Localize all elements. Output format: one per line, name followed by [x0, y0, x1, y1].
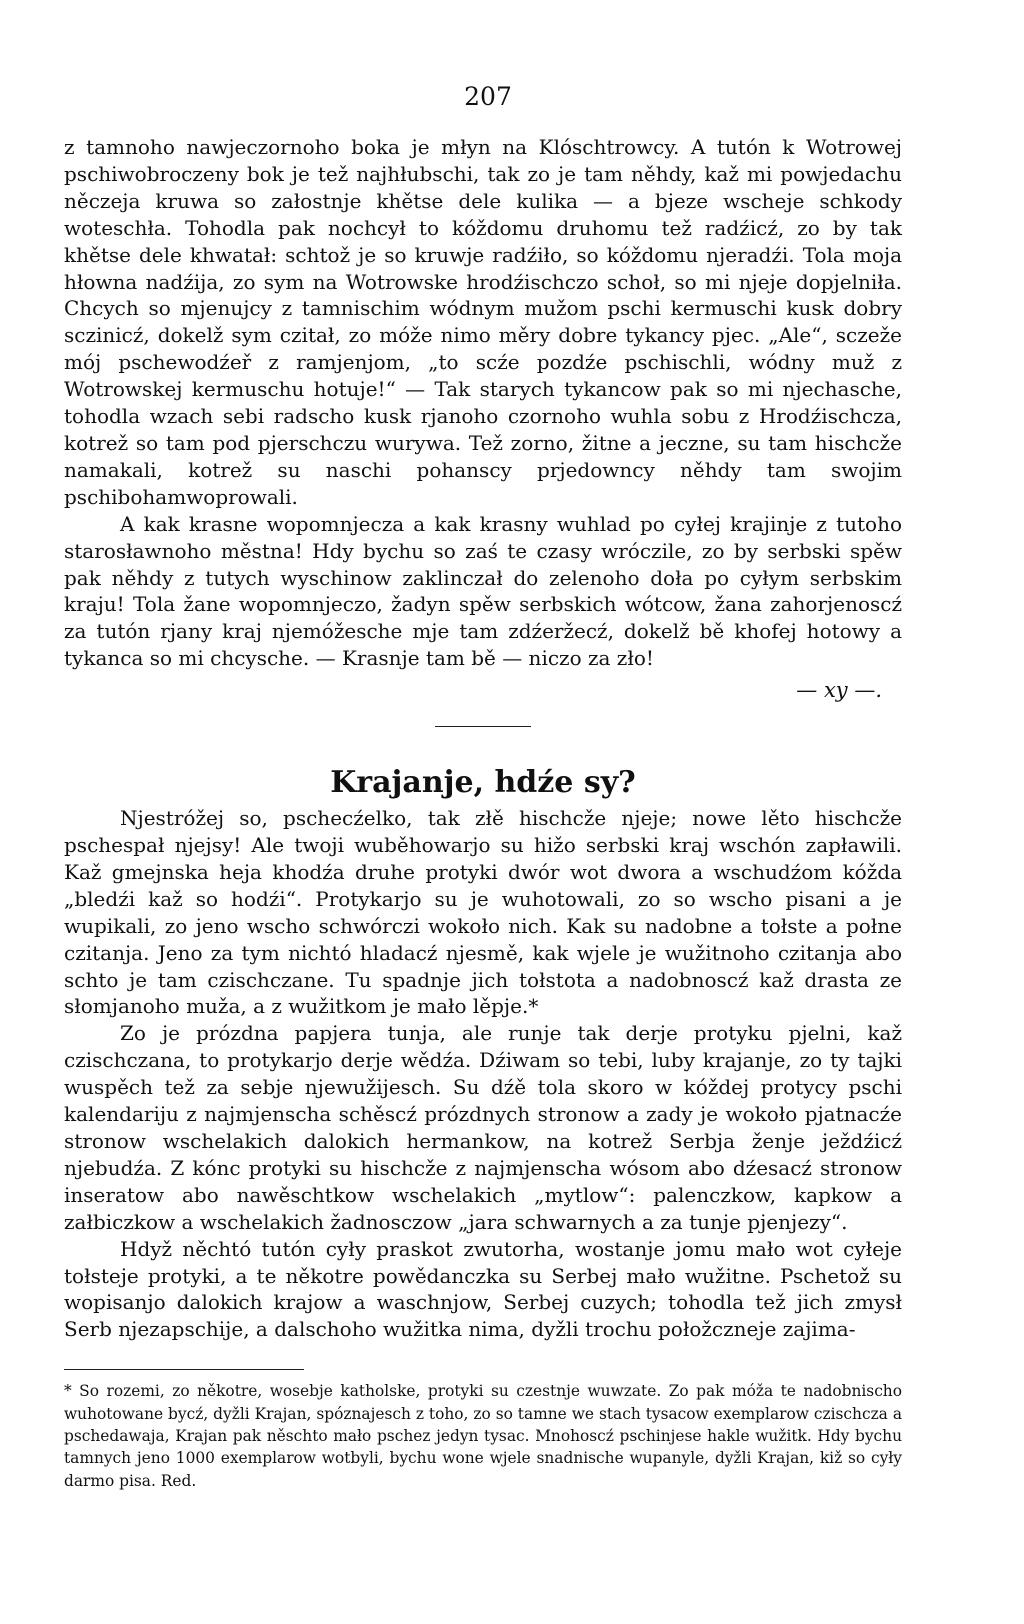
paragraph: Njestróžej so, pschecźelko, tak złě hischcže njeje; nowe lěto hischcže pschespał njejsy! Ale twoji wuběhowarjo su hižo serbski kraj wschón zapławili. Kaž gmejnska heja khodźa druhe protyki dwór wot dwora a wschudźom kóžda „bledźi kaž so hodźi“. Protykarjo su je wuhotowali, zo so wscho pisani a je wupikali, zo jeno wscho schwórczi wokoło nich. Kak su nadobne a tołste a połne czitanja. Jeno za tym nichtó hladacź njesmě, kak wjele je wužitnoho czitanja abo schto je tam czischczane. Tu spadnje jich tołstota a nadobnoscź kaž drasta ze słomjanoho muža, a z wužitkom je mało lěpje.*	[64, 806, 902, 1019]
section-divider	[435, 726, 531, 727]
page-number: 207	[464, 82, 512, 111]
paragraph: Zo je prózdna papjera tunja, ale runje tak derje protyku pjelni, kaž czischczana, to protykarjo derje wědźa. Dźiwam so tebi, luby krajanje, zo ty tajki wuspěch tež za sebje njewužijesch. Su dźě tola skoro w kóždej protycy pschi kalendariju z najmjenscha schěscź prózdnych stronow a zady je wokoło pjatnacźe stronow wschelakich dalokich hermankow, na kotrež Serbja ženje ježdźicź njebudźa. Z kónc protyki su hischcže z najmjenscha wósom abo dźesacź stronow inseratow abo nawěschtkow wschelakich „mytlow“: palenczkow, kapkow a załbiczkow a wschelakich žadnosczow „jara schwarnych a za tunje pjenjezy“.	[64, 1021, 902, 1234]
article-continuation	[64, 134, 902, 704]
paragraph: Hdyž něchtó tutón cyły praskot zwutorha, wostanje jomu mało wot cyłeje tołsteje protyki, a te někotre powědanczka su Serbej mało wužitne. Pschetož su wopisanjo dalokich krajow a waschnjow, Serbej cuzych; tohodla tež jich zmysł Serb njezapschije, a dalschoho wužitka nima, dyžli trochu połožczneje zajima-	[64, 1236, 902, 1342]
paragraph: A kak krasne wopomnjeczа a kak krasny wuhlad po cyłej krajinje z tutoho starosławnoho městna! Hdy bychu so zaś te czasy wróczile, zo by serbski spěw pak něhdy z tutych wyschinow zaklinczał do zelenoho doła po cyłym serbskim kraju! Tola žane wopomnjeczo, žadyn spěw serbskich wótcow, žana zahorjenoscź za tutón rjany kraj njemóžesche mje tam zdźeržecź, dokelž bě khofej hotowy a tykanca so mi chcysche. — Krasnje tam bě — niczo za zło!	[64, 511, 902, 671]
paragraph: z tamnoho nawjeczornoho boka je młyn na Klóschtrowcy. A tutón k Wotrowej pschiwobroczeny bok je tež najhłubschi, tak zo je tam něhdy, kaž mi powjedachu něczeja kruwa so załostnje khětse dele kulika — a bjeze wscheje schkody woteschła. Tohodla pak nochcył to kóždomu druhomu tež radźicź, zo by tak khětse dele khwatał: schtož je so kruwje radźiło, so kóždomu njeradźi. Tola moja hłowna nadźija, zo sym na Wotrowske hrodźischczo schoł, so mi njeje dopjelniła. Chcych so mjenujcy z tamnischim wódnym mužom pschi kermuschi kusk dobry sczinicź, dokelž sym czitał, zo móže nimo měry dobre tykancy pjec. „Ale“, sczeže mój pschewodźeř z ramjenjom, „to scźe pozdźe pschischli, wódny muž z Wotrowskej kermuschu hotuje!“ — Tak starych tykancow pak so mi njechasche, tohodla wzach sebi radscho kusk rjanoho czornoho wuhla sobu z Hrodźischcza, kotrež so tam pod pjerschczu wurywa. Tež zorno, žitne a jeczne, su tam hischcže namakali, kotrež su naschi pohanscy prjedowncy něhdy tam swojim pschibohamwoprowali.	[64, 135, 902, 509]
section-heading: Krajanje, hdźe sy?	[330, 765, 636, 801]
footnote-rule	[64, 1369, 304, 1370]
author-signature: — xy —.	[796, 678, 882, 703]
article-krajanje	[64, 765, 902, 1343]
footnote: * So rozemi, zo někotre, wosebje katholske, protyki su czestnje wuwzate. Zo pak móža te nadobnischo wuhotowane bycź, dyžli Krajan, spóznajesch z toho, zo so tamne we stach tysacow exemplarow czischczа a pschedawaja, Krajan pak něschto mało pschez jedyn tysac. Mnohoscź pschinjese hakle wužitk. Hdy bychu tamnych jeno 1000 exemplarow wotbyli, bychu wone wjele snadnische wupanyle, dyžli Krajan, kiž so cyły darmo pisa. Red.	[64, 1382, 902, 1490]
